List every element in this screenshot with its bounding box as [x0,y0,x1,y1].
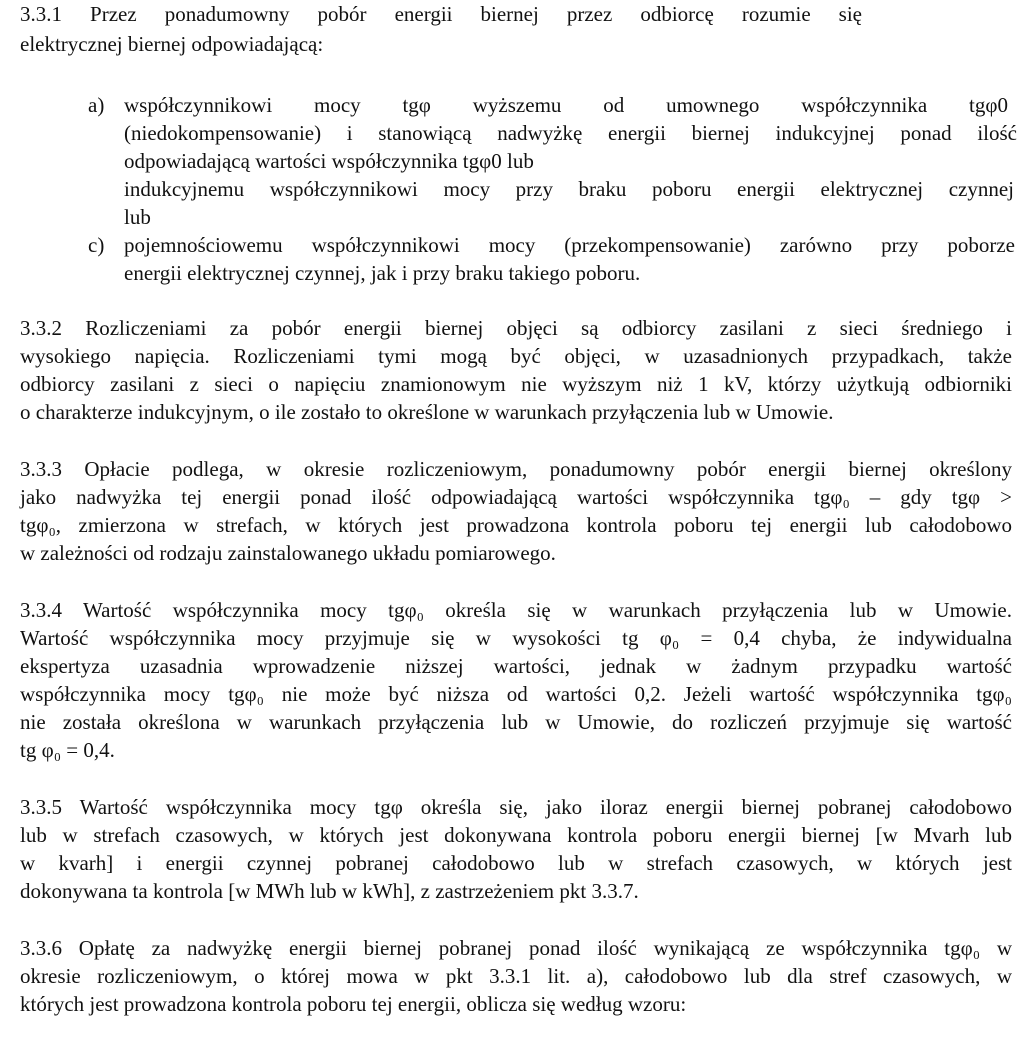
section-3-3-5-line-2: lub w strefach czasowych, w których jest dokonywana kontrola poboru energii biernej [w Mvarh lub [20,823,1012,847]
list-label-c: c) [88,233,105,257]
section-3-3-4-line-1: 3.3.4 Wartość współczynnika mocy tgφ₀ określa się w warunkach przyłączenia lub w Umowie. [20,598,1012,622]
section-3-3-5-line-3: w kvarh] i energii czynnej pobranej całodobowo lub w strefach czasowych, w których jest [20,851,1012,875]
list-item-a-line-2: (niedokompensowanie) i stanowiącą nadwyżkę energii biernej indukcyjnej ponad ilość [124,121,1017,145]
section-3-3-4-line-2: Wartość współczynnika mocy przyjmuje się w wysokości tg φ₀ = 0,4 chyba, że indywidualna [20,626,1012,650]
list-item-b-line-2: lub [124,205,151,229]
section-3-3-5-line-1: 3.3.5 Wartość współczynnika mocy tgφ określa się, jako iloraz energii biernej pobranej całodobowo [20,795,1012,819]
section-3-3-4-line-3: ekspertyza uzasadnia wprowadzenie niższej wartości, jednak w żadnym przypadku wartość [20,654,1012,678]
section-3-3-4-line-4: współczynnika mocy tgφ₀ nie może być niższa od wartości 0,2. Jeżeli wartość współczynnika tgφ₀ [20,682,1012,706]
section-3-3-6-line-1: 3.3.6 Opłatę za nadwyżkę energii biernej pobranej ponad ilość wynikającą ze współczynnika tgφ₀ w [20,936,1012,960]
list-item-c-line-2: energii elektrycznej czynnej, jak i przy braku takiego poboru. [124,261,641,285]
section-3-3-1-line-1: 3.3.1 Przez ponadumowny pobór energii biernej przez odbiorcę rozumie się [20,2,862,26]
section-3-3-2-line-2: wysokiego napięcia. Rozliczeniami tymi mogą być objęci, w uzasadnionych przypadkach, także [20,344,1012,368]
section-3-3-3-line-4: w zależności od rodzaju zainstalowanego układu pomiarowego. [20,541,556,565]
section-3-3-3-line-1: 3.3.3 Opłacie podlega, w okresie rozliczeniowym, ponadumowny pobór energii biernej określony [20,457,1012,481]
section-3-3-5-line-4: dokonywana ta kontrola [w MWh lub w kWh], z zastrzeżeniem pkt 3.3.7. [20,879,639,903]
section-3-3-6-line-2: okresie rozliczeniowym, o której mowa w pkt 3.3.1 lit. a), całodobowo lub dla stref czasowych, w [20,964,1012,988]
list-item-b-line-1: indukcyjnemu współczynnikowi mocy przy braku poboru energii elektrycznej czynnej [124,177,1014,201]
section-3-3-6-line-3: których jest prowadzona kontrola poboru tej energii, oblicza się według wzoru: [20,992,687,1016]
section-3-3-2-line-3: odbiorcy zasilani z sieci o napięciu znamionowym nie wyższym niż 1 kV, którzy użytkują odbiorniki [20,372,1012,396]
section-3-3-4-line-6: tg φ₀ = 0,4. [20,738,115,762]
list-item-a-line-1: współczynnikowi mocy tgφ wyższemu od umownego współczynnika tgφ0 [124,93,1008,117]
list-item-a-line-3: odpowiadającą wartości współczynnika tgφ0 lub [124,149,534,173]
list-label-a: a) [88,93,105,117]
section-3-3-3-line-2: jako nadwyżka tej energii ponad ilość odpowiadającą wartości współczynnika tgφ₀ – gdy tgφ > [20,485,1012,509]
list-item-c-line-1: pojemnościowemu współczynnikowi mocy (przekompensowanie) zarówno przy poborze [124,233,1015,257]
section-3-3-3-line-3: tgφ₀, zmierzona w strefach, w których jest prowadzona kontrola poboru tej energii lub całodobowo [20,513,1012,537]
section-3-3-2-line-1: 3.3.2 Rozliczeniami za pobór energii biernej objęci są odbiorcy zasilani z sieci średniego i [20,316,1012,340]
section-3-3-4-line-5: nie została określona w warunkach przyłączenia lub w Umowie, do rozliczeń przyjmuje się wartość [20,710,1012,734]
section-3-3-1-line-2: elektrycznej biernej odpowiadającą: [20,32,324,56]
section-3-3-2-line-4: o charakterze indukcyjnym, o ile zostało to określone w warunkach przyłączenia lub w Umowie. [20,400,834,424]
